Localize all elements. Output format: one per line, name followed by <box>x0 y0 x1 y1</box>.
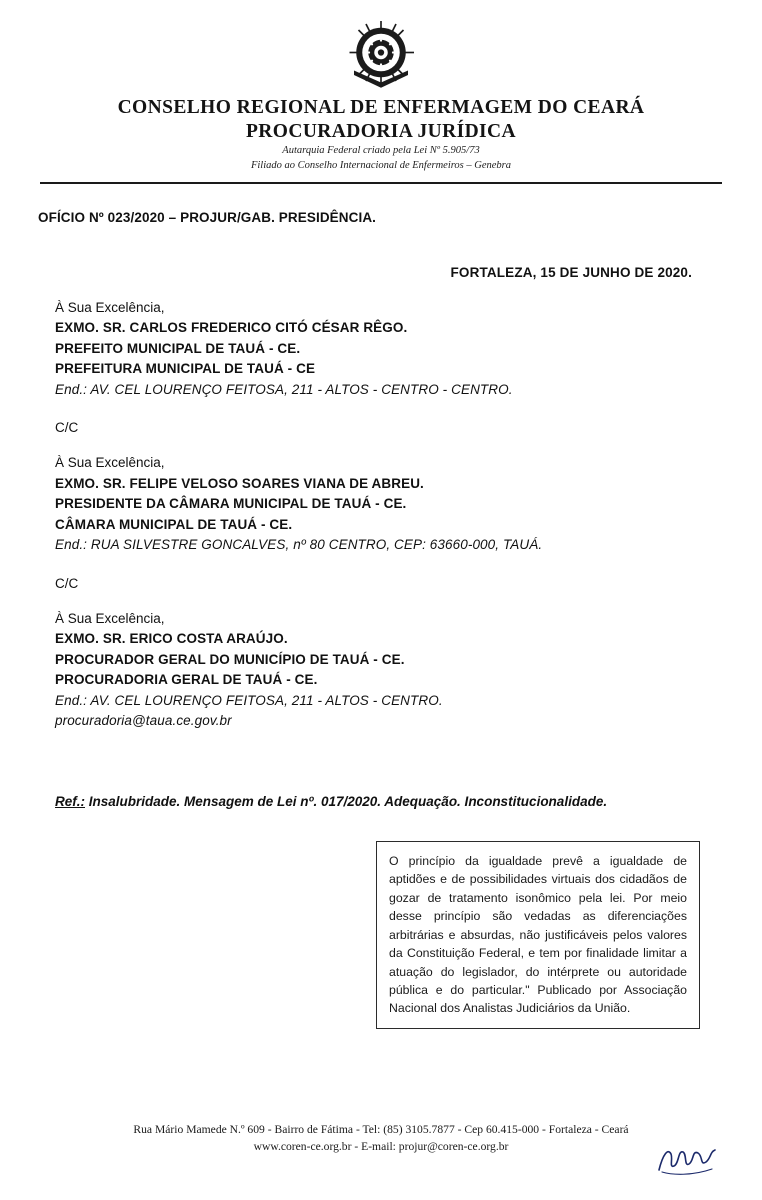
document-body <box>0 210 762 1029</box>
organization-name: CONSELHO REGIONAL DE ENFERMAGEM DO CEARÁ <box>117 97 645 118</box>
recipient-organization: PROCURADORIA GERAL DE TAUÁ - CE. <box>55 672 318 688</box>
recipient-organization: PREFEITURA MUNICIPAL DE TAUÁ - CE <box>55 361 316 377</box>
recipient-block <box>38 609 718 732</box>
handwritten-signature-icon <box>656 1136 718 1178</box>
quote-container <box>38 841 718 1029</box>
recipient-salutation: À Sua Excelência, <box>55 299 165 315</box>
recipient-role: PREFEITO MUNICIPAL DE TAUÁ - CE. <box>55 340 301 356</box>
city-and-date: FORTALEZA, 15 DE JUNHO DE 2020. <box>450 264 692 280</box>
recipient-organization: CÂMARA MUNICIPAL DE TAUÁ - CE. <box>55 516 293 532</box>
recipient-block <box>38 453 718 556</box>
legal-line-1: Autarquia Federal criado pela Lei Nº 5.905/73 <box>282 145 480 157</box>
recipient-block <box>38 298 718 401</box>
carbon-copy-label-2: C/C <box>55 575 79 591</box>
legal-line-2: Filiado ao Conselho Internacional de Enfermeiros – Genebra <box>250 159 512 171</box>
document-footer <box>0 1122 762 1156</box>
recipient-name: EXMO. SR. ERICO COSTA ARAÚJO. <box>55 631 288 647</box>
reference-line <box>38 794 718 809</box>
recipient-address: End.: RUA SILVESTRE GONCALVES, nº 80 CENTRO, CEP: 63660-000, TAUÁ. <box>55 537 543 553</box>
quotation-box: O princípio da igualdade prevê a igualdade de aptidões e de possibilidades virtuais dos cidadãos de gozar de tratamento isonômico pela lei. Por meio desse princípio são vedadas as diferenciações arbitrárias e absurdas, não justificáveis pelos valores da Constituição Federal, e tem por finalidade limitar a atuação do legislador, do intérprete ou autoridade pública e do particular." Publicado por Associação Nacional dos Analistas Judiciários da União. <box>376 841 700 1029</box>
recipient-name: EXMO. SR. FELIPE VELOSO SOARES VIANA DE ABREU. <box>55 475 424 491</box>
recipient-role: PROCURADOR GERAL DO MUNICÍPIO DE TAUÁ - CE. <box>55 651 405 667</box>
recipient-email[interactable]: procuradoria@taua.ce.gov.br <box>55 713 232 729</box>
reference-text: Insalubridade. Mensagem de Lei nº. 017/2020. Adequação. Inconstitucionalidade. <box>85 793 608 809</box>
carbon-copy-label-1: C/C <box>55 420 79 436</box>
header-divider <box>40 182 722 184</box>
brazil-coat-of-arms-icon <box>343 18 419 90</box>
footer-web-line: www.coren-ce.org.br - E-mail: projur@coren-ce.org.br <box>253 1140 509 1154</box>
oficio-number: OFÍCIO Nº 023/2020 – PROJUR/GAB. PRESIDÊNCIA. <box>38 209 377 225</box>
recipient-salutation: À Sua Excelência, <box>55 455 165 471</box>
document-header <box>0 0 762 184</box>
recipient-name: EXMO. SR. CARLOS FREDERICO CITÓ CÉSAR RÊGO. <box>55 320 408 336</box>
recipient-role: PRESIDENTE DA CÂMARA MUNICIPAL DE TAUÁ - CE. <box>55 496 407 512</box>
reference-label: Ref.: <box>55 793 85 809</box>
recipient-address: End.: AV. CEL LOURENÇO FEITOSA, 211 - ALTOS - CENTRO. <box>55 692 443 708</box>
recipient-salutation: À Sua Excelência, <box>55 610 165 626</box>
recipient-address: End.: AV. CEL LOURENÇO FEITOSA, 211 - ALTOS - CENTRO - CENTRO. <box>55 381 513 397</box>
organization-department: PROCURADORIA JURÍDICA <box>245 121 517 142</box>
footer-address-line: Rua Mário Mamede N.º 609 - Bairro de Fátima - Tel: (85) 3105.7877 - Cep 60.415-000 - Fortaleza - Ceará <box>133 1123 629 1137</box>
